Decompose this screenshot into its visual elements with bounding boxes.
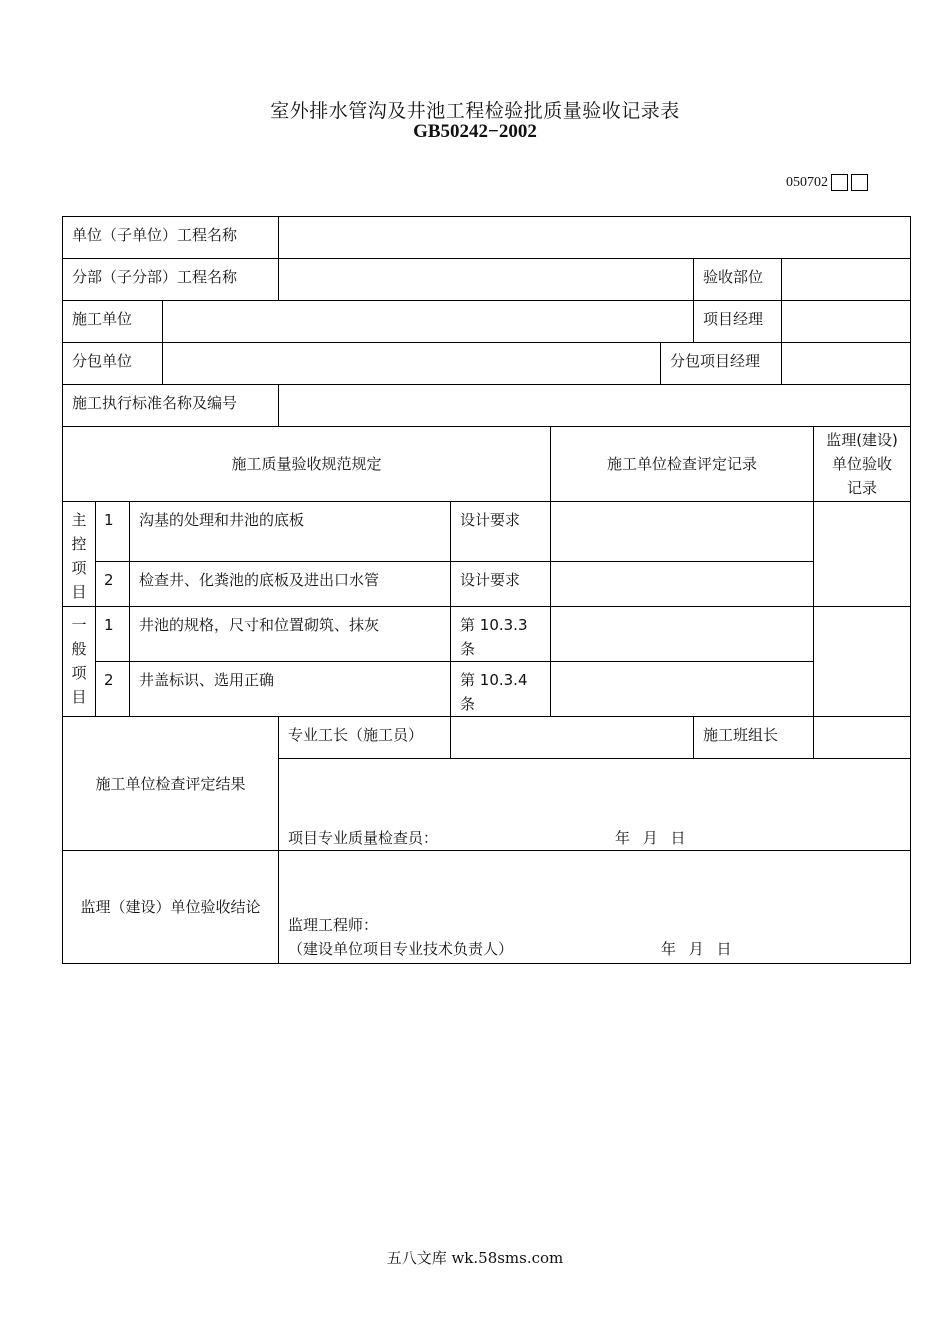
spec-column-header: 施工质量验收规范规定 xyxy=(63,427,551,502)
supervisor-record-header xyxy=(814,427,911,502)
subcontract-manager-label: 分包项目经理 xyxy=(661,343,782,385)
row-subcontract-unit xyxy=(63,343,911,385)
subcontract-unit-label: 分包单位 xyxy=(63,343,163,385)
inspector-label: 项目专业质量检查员： xyxy=(288,829,439,847)
general-char: 一 xyxy=(71,616,87,634)
acceptance-part-label: 验收部位 xyxy=(694,259,782,301)
item-requirement: 第 10.3.4 条 xyxy=(451,662,551,717)
unit-project-value[interactable] xyxy=(279,217,911,259)
result-row-1 xyxy=(63,717,911,759)
row-column-headers xyxy=(63,427,911,502)
item-description: 井盖标识、选用正确 xyxy=(130,662,451,717)
general-char: 目 xyxy=(71,688,87,706)
main-control-char: 目 xyxy=(71,583,87,601)
general-row-2 xyxy=(63,662,911,717)
item-number: 1 xyxy=(96,502,130,562)
row-unit-project xyxy=(63,217,911,259)
main-control-char: 项 xyxy=(71,559,87,577)
standard-code: GB50242−2002 xyxy=(413,121,537,142)
main-control-label xyxy=(63,502,96,607)
general-row-1 xyxy=(63,607,911,662)
project-manager-value[interactable] xyxy=(782,301,911,343)
item-description: 检查井、化粪池的底板及进出口水管 xyxy=(130,562,451,607)
main-control-row-1 xyxy=(63,502,911,562)
main-control-row-2 xyxy=(63,562,911,607)
row-sub-project xyxy=(63,259,911,301)
conclusion-row xyxy=(63,851,911,964)
row-standard-name xyxy=(63,385,911,427)
team-leader-value[interactable] xyxy=(814,717,911,759)
engineer-label: 监理工程师： xyxy=(288,916,379,934)
subcontract-unit-value[interactable] xyxy=(163,343,661,385)
general-supervisor-record[interactable] xyxy=(814,607,911,717)
foreman-label: 专业工长（施工员） xyxy=(279,717,451,759)
sub-project-label: 分部（子分部）工程名称 xyxy=(63,259,279,301)
acceptance-part-value[interactable] xyxy=(782,259,911,301)
conclusion-signature-area[interactable] xyxy=(279,851,911,964)
subcontract-manager-value[interactable] xyxy=(782,343,911,385)
form-code-number: 050702 xyxy=(786,174,828,190)
main-control-char: 控 xyxy=(71,535,87,553)
item-number: 1 xyxy=(96,607,130,662)
main-control-char: 主 xyxy=(71,511,87,529)
item-contractor-record[interactable] xyxy=(551,662,814,717)
item-requirement: 设计要求 xyxy=(451,502,551,562)
general-label xyxy=(63,607,96,717)
item-contractor-record[interactable] xyxy=(551,607,814,662)
item-requirement: 第 10.3.3 条 xyxy=(451,607,551,662)
construction-unit-value[interactable] xyxy=(163,301,694,343)
item-description: 沟基的处理和井池的底板 xyxy=(130,502,451,562)
result-signature-area[interactable] xyxy=(279,759,911,851)
foreman-value[interactable] xyxy=(451,717,694,759)
form-code xyxy=(786,174,868,191)
conclusion-label: 监理（建设）单位验收结论 xyxy=(63,851,279,964)
supervisor-record-line-2: 单位验收 xyxy=(832,455,893,473)
item-description: 井池的规格，尺寸和位置砌筑、抹灰 xyxy=(130,607,451,662)
supervisor-record-line-1: 监理(建设) xyxy=(826,431,898,449)
contractor-record-header: 施工单位检查评定记录 xyxy=(551,427,814,502)
item-number: 2 xyxy=(96,662,130,717)
supervisor-record-line-3: 记录 xyxy=(847,479,878,497)
team-leader-label: 施工班组长 xyxy=(694,717,814,759)
item-contractor-record[interactable] xyxy=(551,562,814,607)
project-manager-label: 项目经理 xyxy=(694,301,782,343)
row-construction-unit xyxy=(63,301,911,343)
standard-name-label: 施工执行标准名称及编号 xyxy=(63,385,279,427)
item-number: 2 xyxy=(96,562,130,607)
general-char: 项 xyxy=(71,664,87,682)
main-control-supervisor-record[interactable] xyxy=(814,502,911,607)
inspector-date: 年 月 日 xyxy=(615,829,686,847)
footer-watermark: 五八文库 wk.58sms.com xyxy=(386,1249,564,1267)
construction-unit-label: 施工单位 xyxy=(63,301,163,343)
sub-project-value[interactable] xyxy=(279,259,694,301)
standard-name-value[interactable] xyxy=(279,385,911,427)
unit-project-label: 单位（子单位）工程名称 xyxy=(63,217,279,259)
general-char: 般 xyxy=(71,640,87,658)
form-title: 室外排水管沟及井池工程检验批质量验收记录表 xyxy=(270,100,680,122)
item-contractor-record[interactable] xyxy=(551,502,814,562)
result-label: 施工单位检查评定结果 xyxy=(63,717,279,851)
form-code-box-2[interactable] xyxy=(851,174,868,191)
item-requirement: 设计要求 xyxy=(451,562,551,607)
conclusion-date: 年 月 日 xyxy=(661,940,732,958)
acceptance-record-table xyxy=(62,216,911,964)
engineer-note: （建设单位项目专业技术负责人） xyxy=(288,940,514,958)
form-code-box-1[interactable] xyxy=(831,174,848,191)
